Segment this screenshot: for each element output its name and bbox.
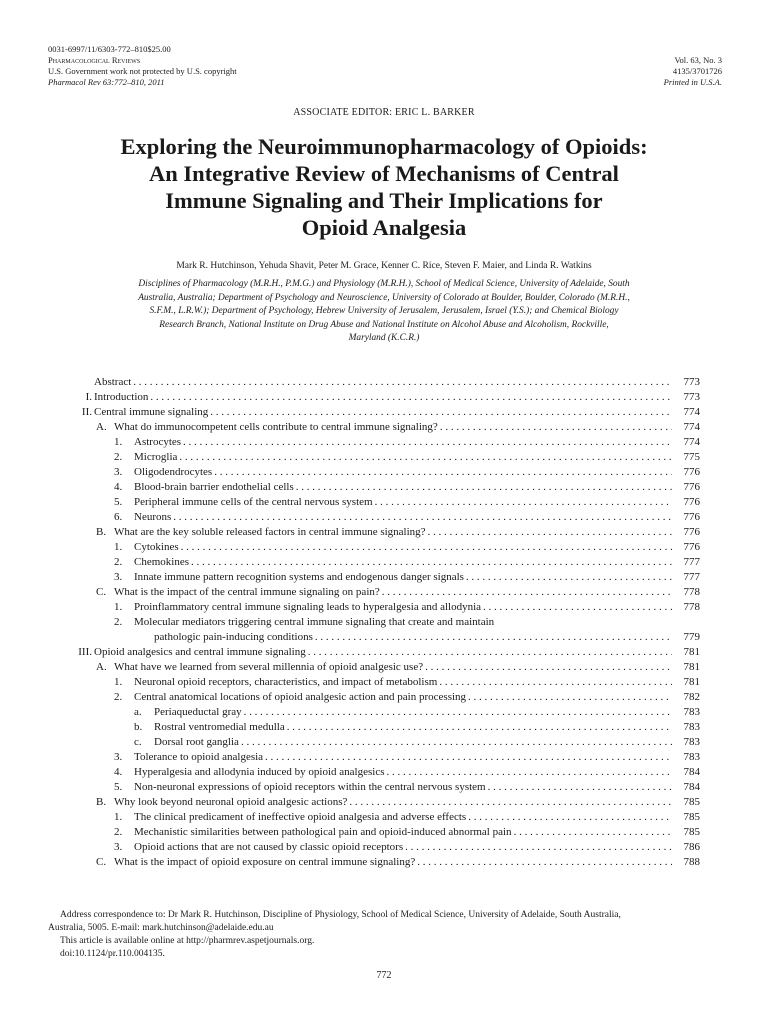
toc-label: Introduction [94, 391, 149, 403]
toc-page: 783 [683, 751, 700, 763]
toc-label: Central immune signaling [94, 406, 209, 418]
toc-number: 2. [114, 691, 123, 703]
copyright-notice: U.S. Government work not protected by U.S. copyright [48, 66, 237, 76]
correspondence-line-1: Address correspondence to: Dr Mark R. Hutchinson, Discipline of Physiology, School of Medical Science, University of Adelaide, South Australia, [60, 910, 621, 920]
toc-page: 776 [683, 481, 700, 493]
toc-page: 776 [683, 511, 700, 523]
toc-label: Proinflammatory central immune signaling leads to hyperalgesia and allodynia [134, 601, 482, 613]
toc-page: 785 [683, 796, 700, 808]
toc-label: Why look beyond neuronal opioid analgesic actions? [114, 796, 348, 808]
toc-label: What are the key soluble released factors in central immune signaling? [114, 526, 426, 538]
correspondence-line-2: Australia, 5005. E-mail: mark.hutchinson@adelaide.edu.au [48, 923, 274, 933]
affiliations [52, 278, 716, 346]
journal-name: Pharmacological Reviews [48, 55, 141, 65]
article-id: 4135/3701726 [672, 66, 722, 76]
toc-entry[interactable] [48, 585, 700, 600]
toc-entry[interactable] [48, 435, 700, 450]
toc-number: III. [78, 646, 92, 658]
affiliation-line-1: Disciplines of Pharmacology (M.R.H., P.M.G.) and Physiology (M.R.H.), School of Medical Science, University of Adelaide, South [138, 279, 630, 289]
title-line-1: Exploring the Neuroimmunopharmacology of Opioids: [120, 134, 648, 159]
toc-label: Periaqueductal gray [154, 706, 242, 718]
toc-page: 776 [683, 526, 700, 538]
toc-entry[interactable] [48, 450, 700, 465]
journal-header-left [48, 44, 237, 88]
toc-label: Chemokines [134, 556, 189, 568]
toc-number: 3. [114, 466, 123, 478]
printed-in: Printed in U.S.A. [663, 77, 722, 87]
page-number: 772 [376, 970, 392, 981]
toc-entry[interactable] [48, 765, 700, 780]
doi: doi:10.1124/pr.110.004135. [60, 949, 165, 959]
toc-entry[interactable] [48, 540, 700, 555]
toc-page: 776 [683, 496, 700, 508]
toc-label: Peripheral immune cells of the central nervous system [134, 496, 373, 508]
toc-page: 773 [683, 391, 700, 403]
toc-entry[interactable] [48, 795, 700, 810]
toc-number: 6. [114, 511, 123, 523]
toc-page: 776 [683, 466, 700, 478]
toc-entry[interactable] [48, 840, 700, 855]
toc-entry[interactable] [48, 645, 700, 660]
associate-editor: ASSOCIATE EDITOR: ERIC L. BARKER [293, 107, 475, 118]
toc-number: 3. [114, 571, 123, 583]
toc-page: 774 [683, 436, 700, 448]
toc-label: Cytokines [134, 541, 179, 553]
article-code: 0031-6997/11/6303-772–810$25.00 [48, 44, 171, 54]
toc-label: pathologic pain-inducing conditions [154, 631, 313, 643]
toc-entry[interactable] [48, 615, 700, 645]
toc-number: B. [96, 526, 107, 538]
toc-label: Central anatomical locations of opioid analgesic action and pain processing [134, 691, 467, 703]
citation: Pharmacol Rev 63:772–810, 2011 [48, 77, 165, 87]
toc-page: 783 [683, 721, 700, 733]
toc-label: What have we learned from several millennia of opioid analgesic use? [114, 661, 424, 673]
toc-entry[interactable] [48, 720, 700, 735]
toc-number: C. [96, 586, 107, 598]
toc-page: 779 [683, 631, 700, 643]
affiliation-line-4: Research Branch, National Institute on Drug Abuse and National Institute on Alcohol Abuse and Alcoholism, Rockville, [159, 319, 609, 330]
toc-page: 775 [683, 451, 700, 463]
volume-issue: Vol. 63, No. 3 [674, 55, 722, 65]
toc-number: 5. [114, 496, 123, 508]
toc-page: 774 [683, 406, 700, 418]
toc-entry[interactable] [48, 750, 700, 765]
toc-label-first-line: Molecular mediators triggering central immune signaling that create and maintain [134, 616, 495, 628]
toc-page: 782 [683, 691, 700, 703]
footnotes [48, 909, 724, 961]
journal-header-right [664, 55, 722, 88]
toc-page: 785 [683, 811, 700, 823]
toc-entry[interactable] [48, 480, 700, 495]
toc-label: Oligodendrocytes [134, 466, 213, 478]
toc-number: I. [85, 391, 92, 403]
toc-entry[interactable] [48, 780, 700, 795]
toc-entry[interactable] [48, 735, 700, 750]
toc-number: 1. [114, 676, 123, 688]
toc-number: 4. [114, 481, 123, 493]
toc-label: Opioid actions that are not caused by classic opioid receptors [134, 841, 404, 853]
toc-entry[interactable] [48, 705, 700, 720]
toc-number: B. [96, 796, 107, 808]
toc-number: II. [81, 406, 92, 418]
toc-label: Abstract [94, 376, 132, 388]
toc-page: 785 [683, 826, 700, 838]
toc-entry[interactable] [48, 495, 700, 510]
toc-entry[interactable] [48, 690, 700, 705]
toc-number: 1. [114, 811, 123, 823]
toc-label: Dorsal root ganglia [154, 736, 239, 748]
toc-label: Blood-brain barrier endothelial cells [134, 481, 294, 493]
toc-label: Rostral ventromedial medulla [154, 721, 285, 733]
title-line-2: An Integrative Review of Mechanisms of Central [149, 161, 619, 186]
table-of-contents [48, 375, 700, 870]
toc-number: a. [134, 706, 142, 718]
toc-number: C. [96, 856, 107, 868]
toc-entry[interactable] [48, 660, 700, 675]
toc-label: Neuronal opioid receptors, characteristics, and impact of metabolism [134, 676, 438, 688]
toc-number: 5. [114, 781, 123, 793]
affiliation-line-2: Australia, Australia; Department of Psychology and Neuroscience, University of Colorado at Boulder, Boulder, Colorado (M.R.H., [138, 292, 630, 303]
toc-label: The clinical predicament of ineffective opioid analgesia and adverse effects [134, 811, 467, 823]
toc-number: A. [96, 661, 107, 673]
toc-page: 784 [683, 766, 700, 778]
toc-number: b. [134, 721, 143, 733]
toc-label: Astrocytes [134, 436, 182, 448]
toc-page: 777 [683, 571, 700, 583]
toc-label: What is the impact of opioid exposure on central immune signaling? [114, 856, 416, 868]
toc-number: 2. [114, 616, 123, 628]
article-title [40, 133, 728, 241]
toc-label: Innate immune pattern recognition systems and endogenous danger signals [134, 571, 464, 583]
toc-label: Microglia [134, 451, 178, 463]
toc-page: 777 [683, 556, 700, 568]
toc-entry[interactable] [48, 555, 700, 570]
toc-label: What is the impact of the central immune signaling on pain? [114, 586, 380, 598]
toc-page: 774 [683, 421, 700, 433]
toc-entry[interactable] [48, 390, 700, 405]
toc-label: What do immunocompetent cells contribute to central immune signaling? [114, 421, 438, 433]
toc-page: 783 [683, 706, 700, 718]
toc-number: 1. [114, 436, 123, 448]
toc-entry[interactable] [48, 600, 700, 615]
toc-page: 781 [683, 661, 700, 673]
author-list: Mark R. Hutchinson, Yehuda Shavit, Peter M. Grace, Kenner C. Rice, Steven F. Maier, and Linda R. Watkins [176, 261, 592, 271]
online-availability: This article is available online at http://pharmrev.aspetjournals.org. [60, 936, 315, 946]
toc-label: Mechanistic similarities between pathological pain and opioid-induced abnormal pain [134, 826, 512, 838]
affiliation-line-5: Maryland (K.C.R.) [348, 333, 420, 343]
toc-page: 778 [683, 586, 700, 598]
toc-entry[interactable] [48, 675, 700, 690]
toc-page: 788 [683, 856, 700, 868]
toc-number: c. [134, 736, 142, 748]
toc-entry[interactable] [48, 810, 700, 825]
toc-entry[interactable] [48, 405, 700, 420]
toc-number: 3. [114, 841, 123, 853]
toc-page: 776 [683, 541, 700, 553]
toc-number: A. [96, 421, 107, 433]
toc-page: 781 [683, 676, 700, 688]
toc-page: 784 [683, 781, 700, 793]
title-line-4: Opioid Analgesia [301, 215, 467, 240]
title-line-3: Immune Signaling and Their Implications for [165, 188, 603, 213]
toc-entry[interactable] [48, 375, 700, 390]
toc-entry[interactable] [48, 420, 700, 435]
toc-entry[interactable] [48, 525, 700, 540]
toc-label: Hyperalgesia and allodynia induced by opioid analgesics [134, 766, 385, 778]
toc-number: 2. [114, 451, 123, 463]
toc-page: 786 [683, 841, 700, 853]
toc-number: 3. [114, 751, 123, 763]
toc-entry[interactable] [48, 570, 700, 585]
toc-number: 1. [114, 541, 123, 553]
toc-number: 1. [114, 601, 123, 613]
toc-number: 2. [114, 826, 123, 838]
toc-label: Opioid analgesics and central immune signaling [94, 646, 306, 658]
toc-label: Non-neuronal expressions of opioid receptors within the central nervous system [134, 781, 486, 793]
toc-entry[interactable] [48, 855, 700, 870]
toc-page: 778 [683, 601, 700, 613]
toc-entry[interactable] [48, 510, 700, 525]
toc-number: 2. [114, 556, 123, 568]
toc-page: 783 [683, 736, 700, 748]
toc-number: 4. [114, 766, 123, 778]
toc-entry[interactable] [48, 825, 700, 840]
toc-entry[interactable] [48, 465, 700, 480]
toc-label: Tolerance to opioid analgesia [134, 751, 264, 763]
affiliation-line-3: S.F.M., L.R.W.); Department of Psychology, Hebrew University of Jerusalem, Jerusalem, Israel (Y.S.); and Chemical Biology [149, 306, 619, 316]
toc-page: 781 [683, 646, 700, 658]
toc-label: Neurons [134, 511, 172, 523]
toc-page: 773 [683, 376, 700, 388]
